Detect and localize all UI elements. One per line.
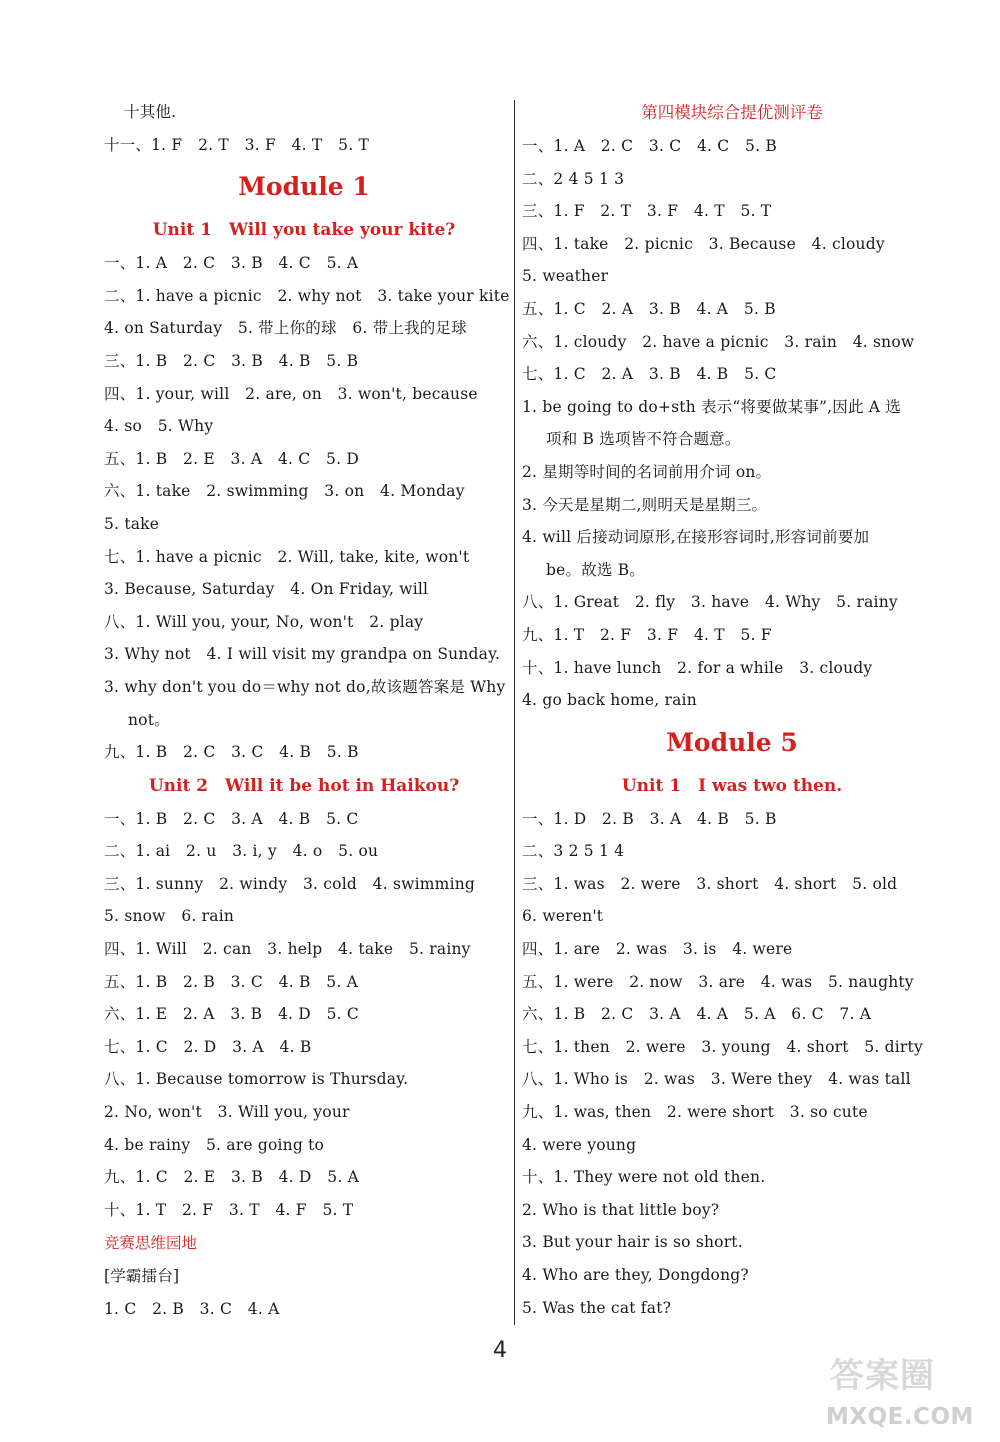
- answer-line: 2. Who is that little boy?: [522, 1200, 720, 1219]
- section-label: [学霸擂台]: [104, 1267, 180, 1286]
- answer-line: 二、2 4 5 1 3: [522, 169, 625, 188]
- answer-line: 5. snow 6. rain: [104, 907, 235, 926]
- answer-line: 五、1. were 2. now 3. are 4. was 5. naughty: [522, 972, 914, 991]
- explanation-line: 2. 星期等时间的名词前用介词 on。: [522, 462, 772, 481]
- explanation-line: 3. 今天是星期二,则明天是星期三。: [522, 495, 768, 514]
- answer-line: 三、1. B 2. C 3. B 4. B 5. B: [104, 351, 359, 370]
- exam-title: 第四模块综合提优测评卷: [641, 103, 823, 122]
- page-number: 4: [493, 1338, 507, 1363]
- answer-line: 四、1. Will 2. can 3. help 4. take 5. rainy: [104, 940, 471, 959]
- answer-line: 三、1. F 2. T 3. F 4. T 5. T: [522, 202, 772, 221]
- answer-line: 十、1. have lunch 2. for a while 3. cloudy: [522, 658, 873, 677]
- module-1-heading: Module 1: [238, 172, 370, 202]
- answer-line: 1. C 2. B 3. C 4. A: [104, 1300, 280, 1318]
- answer-line: 四、1. your, will 2. are, on 3. won't, because: [104, 384, 478, 403]
- answer-line: 九、1. B 2. C 3. C 4. B 5. B: [104, 743, 359, 762]
- answer-line: 6. weren't: [522, 907, 604, 926]
- watermark-logo: [826, 1348, 996, 1438]
- answer-line: 二、3 2 5 1 4: [522, 842, 625, 861]
- answer-line: 5. Was the cat fat?: [522, 1298, 672, 1317]
- answer-line: 十其他.: [124, 103, 177, 121]
- answer-line: 2. No, won't 3. Will you, your: [104, 1103, 350, 1122]
- explanation-line: 4. will 后接动词原形,在接形容词时,形容词前要加: [522, 528, 870, 547]
- answer-line: 八、1. Great 2. fly 3. have 4. Why 5. rainy: [522, 593, 898, 612]
- answer-line: 七、1. then 2. were 3. young 4. short 5. dirty: [522, 1037, 923, 1056]
- answer-line: 四、1. are 2. was 3. is 4. were: [522, 940, 793, 959]
- answer-line: 一、1. A 2. C 3. C 4. C 5. B: [522, 137, 777, 155]
- answer-line: 5. take: [104, 514, 160, 533]
- explanation-line: 1. be going to do+sth 表示“将要做某事”,因此 A 选: [522, 397, 902, 416]
- answer-line: 六、1. E 2. A 3. B 4. D 5. C: [104, 1005, 359, 1024]
- answer-line: 十一、1. F 2. T 3. F 4. T 5. T: [104, 135, 370, 154]
- answer-line: 4. so 5. Why: [104, 417, 214, 436]
- explanation-line: 3. why don't you do＝why not do,故该题答案是 Why: [104, 677, 506, 696]
- answer-line: 一、1. B 2. C 3. A 4. B 5. C: [104, 809, 359, 828]
- answer-line: 八、1. Will you, your, No, won't 2. play: [104, 612, 424, 631]
- answer-line: 八、1. Because tomorrow is Thursday.: [104, 1070, 409, 1089]
- answer-line: 一、1. D 2. B 3. A 4. B 5. B: [522, 809, 777, 828]
- answer-line: 七、1. C 2. A 3. B 4. B 5. C: [522, 365, 777, 384]
- explanation-line: 项和 B 选项皆不符合题意。: [546, 430, 741, 449]
- watermark-url: MXQE.COM: [826, 1404, 974, 1430]
- answer-line: 九、1. C 2. E 3. B 4. D 5. A: [104, 1168, 359, 1187]
- answer-line: 三、1. was 2. were 3. short 4. short 5. old: [522, 874, 898, 893]
- answer-line: 六、1. B 2. C 3. A 4. A 5. A 6. C 7. A: [522, 1005, 872, 1024]
- answer-line: 4. go back home, rain: [522, 691, 697, 710]
- answer-line: 九、1. T 2. F 3. F 4. T 5. F: [522, 625, 772, 644]
- answer-line: 4. were young: [522, 1135, 637, 1154]
- module-5-heading: Module 5: [666, 727, 798, 757]
- answer-line: 五、1. B 2. B 3. C 4. B 5. A: [104, 972, 359, 991]
- column-divider: [514, 100, 515, 1325]
- answer-line: 4. Who are they, Dongdong?: [522, 1266, 749, 1284]
- answer-line: 七、1. have a picnic 2. Will, take, kite, won't: [104, 547, 470, 566]
- answer-line: 3. Because, Saturday 4. On Friday, will: [104, 580, 429, 599]
- answer-line: 3. But your hair is so short.: [522, 1233, 743, 1252]
- answer-line: 六、1. take 2. swimming 3. on 4. Monday: [104, 482, 465, 501]
- answer-line: 十、1. T 2. F 3. T 4. F 5. T: [104, 1200, 354, 1219]
- explanation-line: not。: [128, 710, 170, 729]
- answer-line: 4. on Saturday 5. 带上你的球 6. 带上我的足球: [104, 319, 467, 338]
- answer-line: 二、1. ai 2. u 3. i, y 4. o 5. ou: [104, 842, 379, 861]
- answer-line: 三、1. sunny 2. windy 3. cold 4. swimming: [104, 874, 476, 893]
- answer-line: 六、1. cloudy 2. have a picnic 3. rain 4. snow: [522, 332, 915, 351]
- module-1-unit-1-heading: Unit 1 Will you take your kite?: [152, 220, 456, 241]
- module-5-unit-1-heading: Unit 1 I was two then.: [621, 775, 843, 796]
- answer-line: 五、1. B 2. E 3. A 4. C 5. D: [104, 449, 359, 468]
- answer-line: 九、1. was, then 2. were short 3. so cute: [522, 1103, 868, 1122]
- explanation-line: be。故选 B。: [546, 560, 646, 579]
- answer-line: 十、1. They were not old then.: [522, 1168, 766, 1187]
- answer-line: 二、1. have a picnic 2. why not 3. take your kite: [104, 286, 510, 305]
- answer-line: 5. weather: [522, 267, 609, 286]
- contest-section-heading: 竞赛思维园地: [104, 1234, 198, 1253]
- answer-line: 八、1. Who is 2. was 3. Were they 4. was tall: [522, 1070, 911, 1089]
- answer-line: 3. Why not 4. I will visit my grandpa on Sunday.: [104, 645, 501, 664]
- module-1-unit-2-heading: Unit 2 Will it be hot in Haikou?: [148, 775, 460, 796]
- answer-line: 四、1. take 2. picnic 3. Because 4. cloudy: [522, 234, 885, 253]
- answer-line: 4. be rainy 5. are going to: [104, 1135, 325, 1154]
- answer-line: 一、1. A 2. C 3. B 4. C 5. A: [104, 254, 359, 273]
- answer-line: 五、1. C 2. A 3. B 4. A 5. B: [522, 299, 776, 318]
- answer-line: 七、1. C 2. D 3. A 4. B: [104, 1037, 312, 1056]
- right-column: [522, 96, 942, 1324]
- watermark-title: 答案圈: [830, 1356, 935, 1396]
- left-column: [104, 96, 510, 1326]
